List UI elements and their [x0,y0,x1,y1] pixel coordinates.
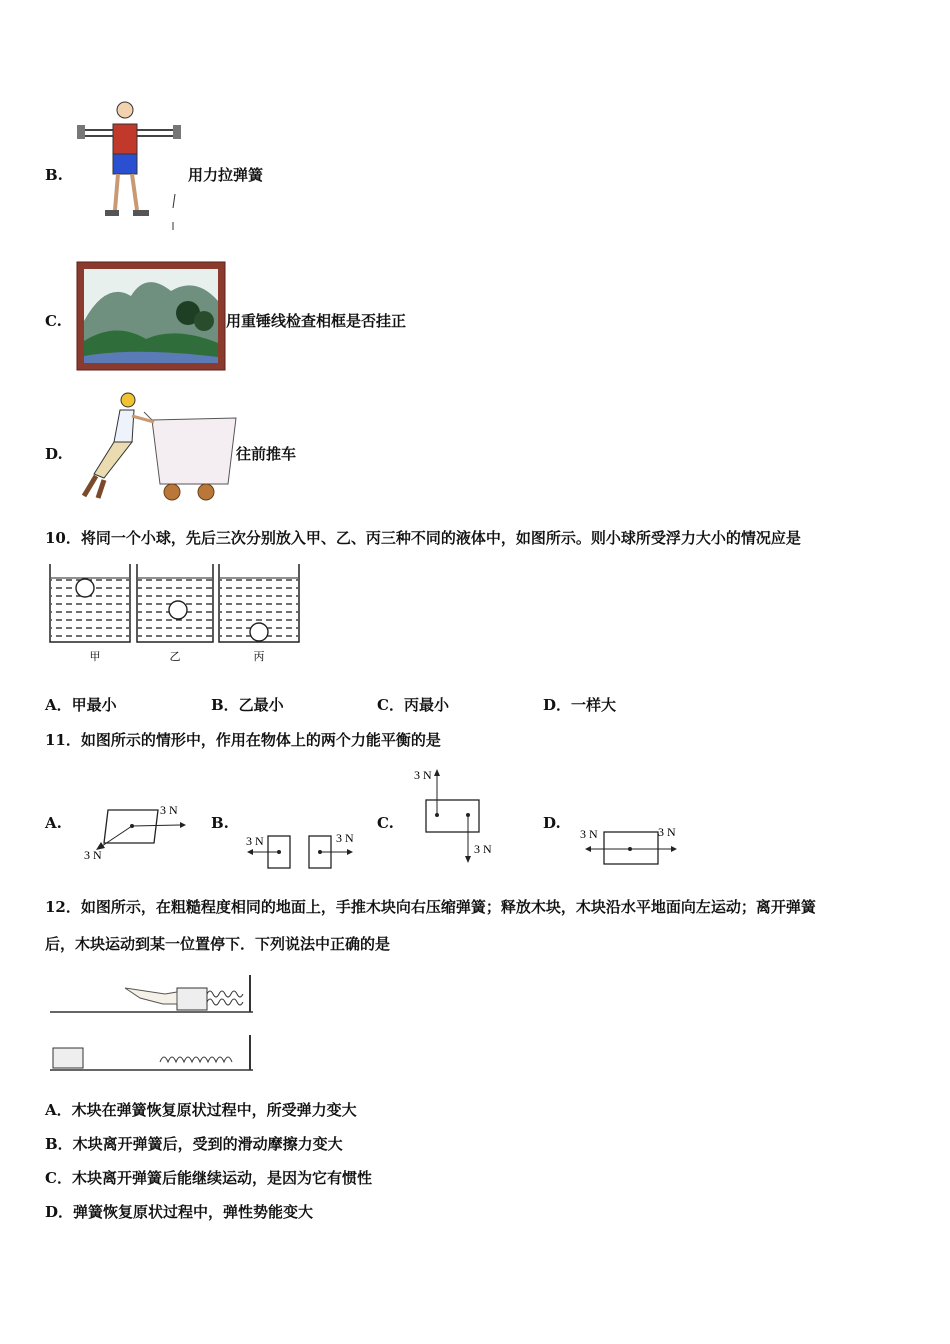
q11-c-figure [410,765,510,865]
q11-stem: 11．如图所示的情形中，作用在物体上的两个力能平衡的是 [45,731,441,749]
beaker-label-bing: 丙 [253,651,265,663]
q12-stem-line1: 12．如图所示，在粗糙程度相同的地面上，手推木块向右压缩弹簧；释放木块，木块沿水平地面向左运动；离开弹簧 [45,898,816,916]
q11-option-b-letter: B. [211,814,229,832]
push-cart-figure [74,392,239,507]
q11-d-force-left: 3 N [580,827,598,841]
q11-b-force-left: 3 N [246,834,264,848]
q11-a-force-left: 3 N [84,848,102,862]
q11-b-force-right: 3 N [336,831,354,845]
q11-a-force-right: 3 N [160,803,178,817]
q11-d-force-right: 3 N [658,825,676,839]
q11-d-figure [578,822,688,872]
beaker-label-yi: 乙 [169,651,181,663]
beaker-yi [137,564,213,642]
q12-option-b: B．木块离开弹簧后，受到的滑动摩擦力变大 [45,1135,343,1153]
option-b-text: 用力拉弹簧 [188,166,264,184]
q11-b-figure [244,824,364,872]
option-d-letter: D. [45,445,63,463]
q10-option-a: A．甲最小 [45,696,117,714]
q10-option-c: C．丙最小 [377,696,449,714]
q10-option-d: D．一样大 [543,696,617,714]
beaker-bing [219,564,299,642]
option-c-letter: C. [45,312,62,330]
q11-option-d-letter: D. [543,814,561,832]
q11-a-figure [80,798,190,868]
option-d-text: 往前推车 [236,445,297,463]
beaker-jia [50,564,130,642]
landscape-frame-figure [76,261,226,371]
q12-option-d: D．弹簧恢复原状过程中，弹性势能变大 [45,1203,314,1221]
three-beakers-figure [45,560,310,670]
q12-option-c: C．木块离开弹簧后能继续运动，是因为它有惯性 [45,1169,372,1187]
option-b-letter: B. [45,166,63,184]
q12-stem-line2: 后，木块运动到某一位置停下．下列说法中正确的是 [45,935,391,953]
q11-option-a-letter: A. [45,814,62,832]
q10-option-b: B．乙最小 [211,696,284,714]
spring-block-figure [45,970,260,1080]
q12-option-a: A．木块在弹簧恢复原状过程中，所受弹力变大 [45,1101,357,1119]
q11-option-c-letter: C. [377,814,394,832]
spring-puller-figure [75,98,185,233]
beaker-label-jia: 甲 [89,651,101,663]
q10-stem: 10．将同一个小球，先后三次分别放入甲、乙、丙三种不同的液体中，如图所示。则小球所受浮力大小的情况应是 [45,529,801,547]
option-c-text: 用重锤线检查相框是否挂正 [226,312,407,330]
q11-c-force-up: 3 N [414,768,432,782]
q11-c-force-down: 3 N [474,842,492,856]
